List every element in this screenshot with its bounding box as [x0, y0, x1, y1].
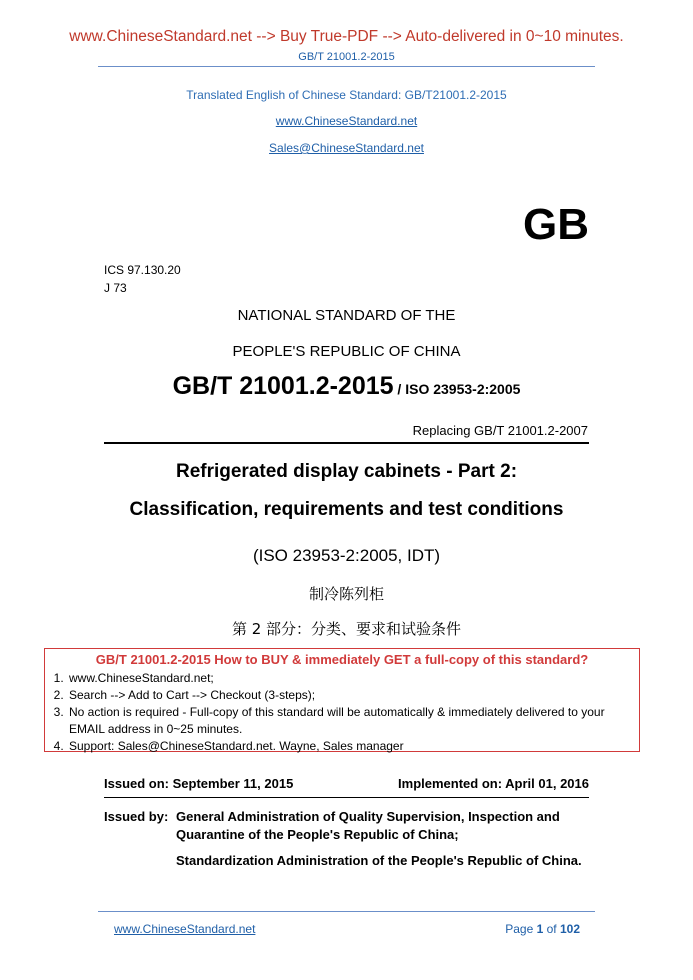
page-prefix: Page: [505, 922, 537, 936]
issued-on: Issued on: September 11, 2015: [104, 776, 294, 791]
purchase-heading: GB/T 21001.2-2015 How to BUY & immediately GET a full-copy of this standard?: [95, 652, 589, 667]
translated-note: Translated English of Chinese Standard: GB/T21001.2-2015: [186, 88, 507, 102]
top-banner[interactable]: www.ChineseStandard.net --> Buy True-PDF --> Auto-delivered in 0~10 minutes.: [69, 28, 624, 45]
header-divider: [98, 66, 595, 67]
implemented-on: Implemented on: April 01, 2016: [398, 776, 589, 791]
standard-number: GB/T 21001.2-2015: [172, 372, 394, 400]
dates-divider: [104, 797, 589, 798]
footer-divider: [98, 911, 595, 912]
purchase-step: 2. Search --> Add to Cart --> Checkout (3-steps);: [67, 687, 639, 704]
dates-row: [104, 776, 589, 791]
title-line-2: Classification, requirements and test conditions: [129, 499, 564, 520]
issued-by-org-1: General Administration of Quality Supervision, Inspection and Quarantine of the People's Republic of China;: [176, 809, 560, 842]
gb-mark: GB: [523, 200, 589, 249]
replacing-note: Replacing GB/T 21001.2-2007: [412, 423, 588, 438]
issued-by-org-2: Standardization Administration of the People's Republic of China.: [176, 853, 582, 868]
purchase-step: 4. Support: Sales@ChineseStandard.net. Wayne, Sales manager: [67, 738, 639, 755]
footer-website-link[interactable]: www.ChineseStandard.net: [114, 922, 256, 936]
header-doc-code: GB/T 21001.2-2015: [298, 51, 395, 63]
class-code: J 73: [104, 281, 127, 295]
national-line-2: PEOPLE'S REPUBLIC OF CHINA: [232, 343, 461, 360]
title-divider: [104, 442, 589, 444]
purchase-step: 3. No action is required - Full-copy of this standard will be automatically & immediately delivered to your EMAIL address in 0~25 minutes.: [67, 704, 639, 738]
issued-by-label: Issued by:: [104, 809, 169, 824]
purchase-steps: [53, 670, 639, 755]
title-line-1: Refrigerated display cabinets - Part 2:: [175, 461, 518, 482]
purchase-box: [44, 648, 640, 752]
page-indicator: [505, 922, 580, 936]
website-link[interactable]: www.ChineseStandard.net: [275, 114, 418, 128]
standard-number-line: [0, 372, 693, 401]
iso-idt: (ISO 23953-2:2005, IDT): [252, 546, 441, 565]
chinese-title-2: 第 2 部分：分类、要求和试验条件: [231, 620, 462, 638]
page-mid: of: [543, 922, 560, 936]
email-link[interactable]: Sales@ChineseStandard.net: [269, 141, 424, 155]
national-line-1: NATIONAL STANDARD OF THE: [237, 307, 456, 324]
ics-code: ICS 97.130.20: [104, 263, 181, 277]
page-number: 1: [536, 922, 544, 936]
chinese-title-1: 制冷陈列柜: [308, 585, 384, 603]
page-total: 102: [559, 922, 580, 936]
iso-equivalent: / ISO 23953-2:2005: [393, 381, 521, 397]
purchase-step[interactable]: 1. www.ChineseStandard.net;: [67, 670, 639, 687]
